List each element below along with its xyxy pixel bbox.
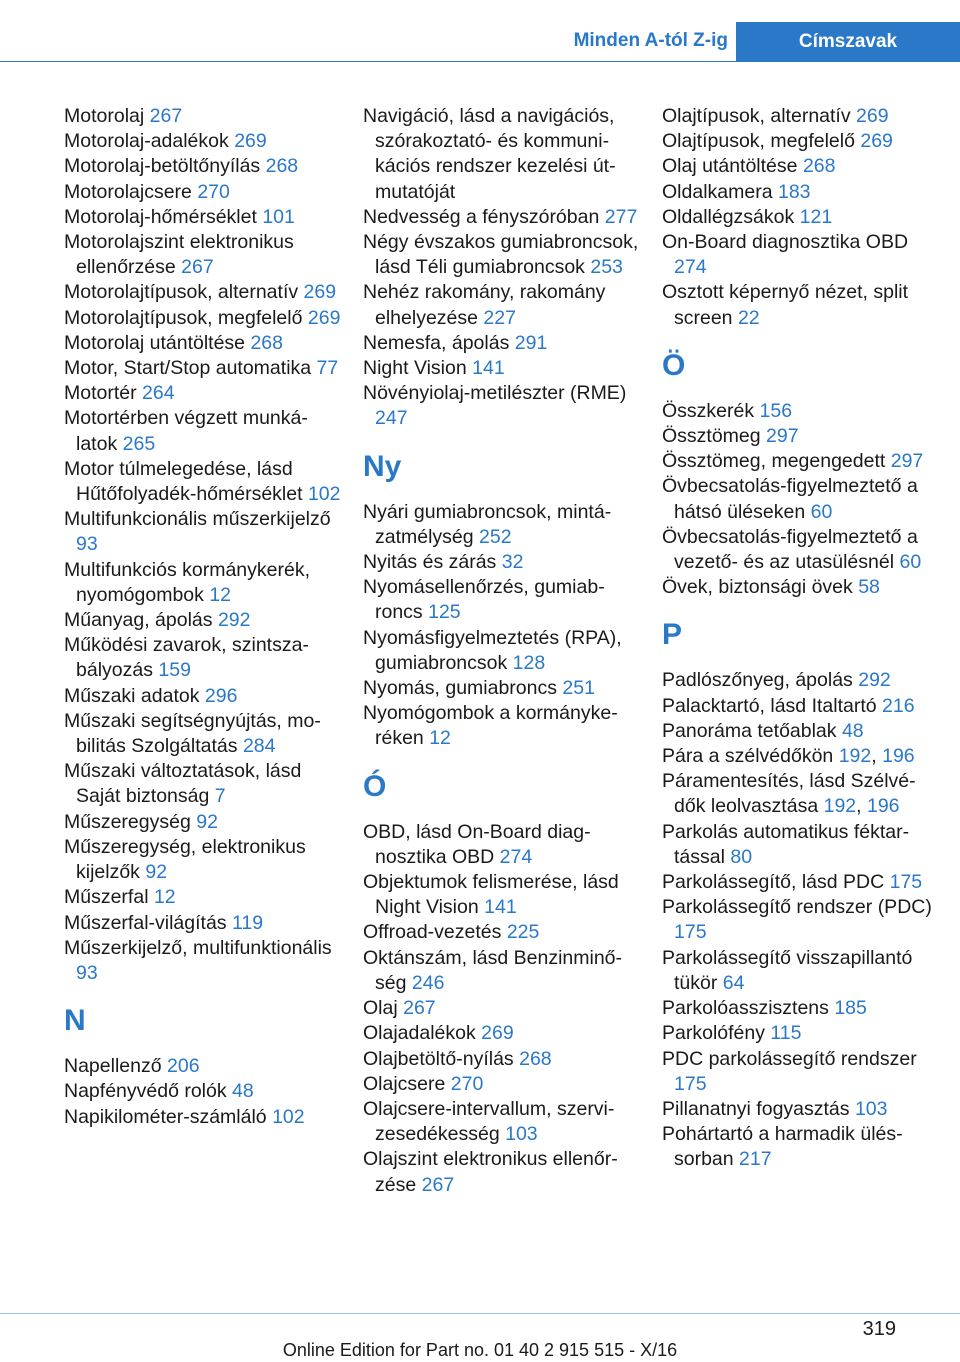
- index-entry: [64, 608, 342, 633]
- page-reference-link[interactable]: 93: [76, 533, 98, 556]
- index-entry: [64, 129, 342, 154]
- index-entry: [64, 104, 342, 129]
- index-entry: [662, 280, 940, 330]
- entry-term: Övbecsatolás-figyelmeztető a vezető- és az utasülésnél: [662, 525, 918, 574]
- index-entry: [64, 356, 342, 381]
- page-number: 319: [862, 1318, 896, 1340]
- page-reference-link[interactable]: 269: [303, 281, 337, 304]
- index-entry: [64, 709, 342, 759]
- index-entry: [662, 575, 940, 600]
- entry-term: Napellenző: [64, 1055, 162, 1078]
- index-entry: [662, 694, 940, 719]
- entry-term: Műszerkijelző, multifunktionális: [64, 936, 332, 959]
- index-entry: [64, 558, 342, 608]
- entry-term: Össztömeg: [662, 425, 761, 448]
- entry-term: Nyomásfigyelmeztetés (RPA), gumiabroncsok: [363, 626, 622, 674]
- page-reference-link[interactable]: 64: [722, 971, 745, 994]
- page-reference-link[interactable]: 297: [890, 450, 924, 473]
- entry-term: Nyomás, gumiabroncs: [363, 677, 557, 700]
- entry-term: Night Vision: [363, 357, 467, 380]
- index-entry: [662, 946, 940, 996]
- page-reference-link[interactable]: 270: [197, 180, 230, 203]
- entry-term: Motorolajtípusok, alternatív: [64, 281, 299, 304]
- page-reference-link[interactable]: 125: [428, 601, 461, 624]
- page-reference-link[interactable]: 270: [450, 1072, 484, 1095]
- index-entry: [64, 1105, 342, 1130]
- page-reference-link[interactable]: 185: [834, 997, 867, 1020]
- index-entry: [363, 104, 641, 205]
- entry-term: Nemesfa, ápolás: [363, 331, 510, 354]
- entry-term: Parkolássegítő visszapillantó tükör: [662, 946, 913, 994]
- index-entry: [363, 1047, 641, 1072]
- page-reference-link[interactable]: 103: [505, 1123, 538, 1146]
- page-reference-link[interactable]: 269: [307, 306, 341, 329]
- entry-term: Pillanatnyi fogyasztás: [662, 1097, 850, 1120]
- entry-term: Parkolófény: [662, 1022, 765, 1045]
- entry-term: Objektumok felismerése, lásd Night Vision: [363, 871, 619, 919]
- header-section-title: Minden A-tól Z-ig: [573, 30, 728, 51]
- page-reference-link[interactable]: 292: [858, 669, 891, 692]
- entry-term: Műszaki segítségnyújtás, mobilitás Szolgáltatás: [64, 709, 321, 758]
- index-entry: [363, 820, 641, 870]
- entry-term: Parkolássegítő, lásd PDC: [662, 871, 885, 894]
- index-entry: [64, 230, 342, 280]
- page-reference-link[interactable]: 12: [429, 727, 451, 750]
- page-reference-link[interactable]: 206: [167, 1055, 200, 1078]
- page-header: [0, 0, 960, 62]
- index-entry: [662, 1021, 940, 1046]
- index-entry: [363, 1021, 641, 1046]
- page-reference-link[interactable]: 115: [770, 1022, 802, 1045]
- section-letter: Ö: [662, 348, 686, 382]
- entry-term: Műszaki változtatások, lásd Saját biztonság: [64, 760, 302, 808]
- index-entry: [363, 946, 641, 996]
- index-entry: [662, 895, 940, 945]
- entry-term: Offroad-vezetés: [363, 921, 502, 944]
- index-entry: [64, 406, 342, 456]
- page-reference-link[interactable]: 268: [519, 1047, 552, 1070]
- index-entry: [64, 205, 342, 230]
- page-reference-link[interactable]: 217: [739, 1148, 772, 1171]
- index-column-3: [662, 104, 940, 1173]
- page-reference-link[interactable]: 58: [858, 576, 880, 599]
- entry-term: Navigáció, lásd a navigációs, szórakoztató- és kommunikációs rendszer kezelési útmutatóját: [363, 105, 616, 203]
- index-column-2: [363, 104, 641, 1198]
- entry-term: Oktánszám, lásd Benzinminőség: [363, 946, 623, 994]
- section-letter: Ó: [363, 769, 387, 803]
- page-reference-link[interactable]: 277: [604, 205, 638, 228]
- page-reference-link[interactable]: 156: [759, 399, 793, 422]
- page-reference-link[interactable]: 12: [153, 886, 176, 909]
- page-reference-link[interactable]: 225: [506, 921, 540, 944]
- index-entry: [64, 936, 342, 986]
- index-entry: Páramentesítés, lásd Szélvédők leolvasztása 192, 196: [662, 770, 916, 818]
- entry-term: Napfényvédő rolók: [64, 1080, 227, 1103]
- index-entry: [363, 230, 641, 280]
- index-entry: [662, 870, 940, 895]
- page-reference-link[interactable]: 196: [866, 795, 900, 818]
- index-entry: [363, 331, 641, 356]
- page-reference-link[interactable]: 22: [737, 306, 760, 329]
- page-reference-link[interactable]: 269: [856, 105, 889, 127]
- page-reference-link[interactable]: 7: [214, 785, 226, 808]
- entry-term: Motorolajcsere: [64, 180, 192, 203]
- entry-term: Olajcsere: [363, 1072, 446, 1095]
- entry-term: Osztott képernyő nézet, split screen: [662, 281, 909, 329]
- entry-term: Nehéz rakomány, rakomány elhelyezése: [363, 281, 606, 329]
- entry-term: Panoráma tetőablak: [662, 719, 837, 742]
- page-reference-link[interactable]: 296: [204, 684, 238, 707]
- page-reference-link[interactable]: 265: [122, 432, 156, 455]
- page-reference-link[interactable]: 227: [483, 306, 516, 329]
- page-reference-link[interactable]: 92: [196, 810, 218, 833]
- index-entry: Pára a szélvédőkön 192, 196: [662, 745, 915, 768]
- page-reference-link[interactable]: 269: [481, 1022, 514, 1045]
- page-reference-link[interactable]: 192: [838, 745, 872, 768]
- page-reference-link[interactable]: 121: [799, 205, 833, 228]
- entry-term: Olajtípusok, megfelelő: [662, 130, 855, 153]
- page-reference-link[interactable]: 196: [882, 745, 915, 768]
- page-reference-link[interactable]: 284: [242, 735, 276, 758]
- entry-term: Pohártartó a harmadik üléssorban: [662, 1123, 903, 1171]
- page-reference-link[interactable]: 268: [250, 331, 283, 354]
- index-entry: [363, 870, 641, 920]
- header-tab-label: Címszavak: [736, 22, 960, 62]
- page-reference-link[interactable]: 267: [403, 997, 436, 1020]
- page-reference-link[interactable]: 246: [411, 971, 445, 994]
- page-reference-link[interactable]: 268: [802, 155, 836, 178]
- entry-term: Műszeregység: [64, 810, 191, 833]
- index-entry: [662, 180, 940, 205]
- page-reference-link[interactable]: 268: [265, 155, 299, 178]
- page-reference-link[interactable]: 269: [234, 130, 267, 153]
- page-reference-link[interactable]: 101: [262, 205, 295, 228]
- entry-term: Parkolóasszisztens: [662, 997, 829, 1020]
- index-entry: [662, 1097, 940, 1122]
- entry-term: Műszeregység, elektronikus kijelzők: [64, 835, 306, 884]
- index-entry: [662, 820, 940, 870]
- entry-term: Olaj utántöltése: [662, 155, 798, 178]
- entry-term: Motortérben végzett munkálatok: [64, 407, 308, 455]
- entry-term: Parkolássegítő rendszer (PDC): [662, 896, 932, 919]
- entry-term: Műszaki adatok: [64, 684, 200, 707]
- entry-term: Palacktartó, lásd Italtartó: [662, 694, 877, 717]
- page-reference-link[interactable]: 252: [479, 525, 512, 548]
- entry-term: Nyomásellenőrzés, gumiabroncs: [363, 576, 605, 624]
- index-entry: [363, 356, 641, 381]
- index-entry: [662, 399, 940, 424]
- page-reference-link[interactable]: 175: [674, 1072, 707, 1095]
- entry-term: Olajadalékok: [363, 1022, 476, 1045]
- page-reference-link[interactable]: 77: [316, 357, 339, 380]
- page-reference-link[interactable]: 253: [590, 256, 623, 279]
- entry-term: Oldallégzsákok: [662, 205, 795, 228]
- entry-term: Motor, Start/Stop automatika: [64, 357, 312, 380]
- index-entry: [64, 1054, 342, 1079]
- entry-term: Műszerfal: [64, 886, 149, 909]
- index-entry: [64, 759, 342, 809]
- index-entry: [662, 525, 940, 575]
- index-entry: [64, 280, 342, 305]
- index-entry: [662, 449, 940, 474]
- page-reference-link[interactable]: 251: [562, 677, 595, 700]
- entry-term: Összkerék: [662, 399, 755, 422]
- index-entry: [363, 381, 641, 431]
- page-reference-link[interactable]: 92: [145, 861, 168, 884]
- index-entry: [363, 500, 641, 550]
- entry-term: Motor túlmelegedése, lásd Hűtőfolyadék-hőmérséklet: [64, 457, 303, 506]
- index-entry: [363, 676, 641, 701]
- index-entry: [662, 996, 940, 1021]
- entry-term: Olajtípusok, alternatív: [662, 105, 851, 127]
- page-reference-link[interactable]: 119: [231, 911, 264, 934]
- index-entry: [662, 1047, 940, 1097]
- page-reference-link[interactable]: 141: [472, 357, 505, 380]
- entry-term: Négy évszakos gumiabroncsok, lásd Téli gumiabroncsok: [363, 231, 639, 279]
- entry-term: Parkolás automatikus féktartással: [662, 820, 910, 868]
- entry-term: Multifunkciós kormánykerék, nyomógombok: [64, 558, 310, 606]
- page-reference-link[interactable]: 292: [217, 609, 251, 632]
- index-column-1: [64, 104, 342, 1130]
- index-entry: [662, 1122, 940, 1172]
- footer-rule: [0, 1313, 960, 1314]
- entry-term: Olajcsere-intervallum, szervizesedékesség: [363, 1097, 615, 1146]
- page-reference-link[interactable]: 269: [860, 130, 893, 153]
- page-reference-link[interactable]: 102: [307, 483, 341, 506]
- header-rule: [0, 61, 960, 62]
- entry-term: Műszerfal-világítás: [64, 911, 227, 934]
- index-entry: [64, 633, 342, 683]
- index-entry: [363, 626, 641, 676]
- page-reference-link[interactable]: 192: [823, 795, 857, 818]
- index-entry: [64, 507, 342, 557]
- index-entry: [363, 701, 641, 751]
- page-reference-link[interactable]: 60: [899, 551, 922, 574]
- entry-term: Páramentesítés, lásd Szélvédők leolvasztása: [662, 770, 916, 818]
- index-entry: [662, 668, 940, 693]
- entry-term: Működési zavarok, szintszabályozás: [64, 634, 309, 682]
- index-entry: [363, 996, 641, 1021]
- page-reference-link[interactable]: 183: [777, 180, 811, 203]
- entry-term: Motorolajszint elektronikus ellenőrzése: [64, 231, 294, 279]
- entry-term: Pára a szélvédőkön: [662, 745, 834, 768]
- index-entry: [64, 306, 342, 331]
- page-reference-link[interactable]: 93: [76, 961, 98, 984]
- entry-term: Motorolaj: [64, 105, 145, 127]
- entry-term: Motorolajtípusok, megfelelő: [64, 306, 303, 329]
- index-entry: [662, 230, 940, 280]
- page-reference-link[interactable]: 128: [512, 651, 546, 674]
- page-reference-link[interactable]: 141: [484, 896, 517, 919]
- page-reference-link[interactable]: 216: [882, 694, 915, 717]
- page-reference-link[interactable]: 247: [375, 407, 408, 430]
- entry-term: On-Board diagnosztika OBD: [662, 231, 909, 254]
- entry-term: Össztömeg, megengedett: [662, 450, 886, 473]
- page-reference-link[interactable]: 274: [499, 845, 533, 868]
- entry-term: Motorolaj utántöltése: [64, 331, 246, 354]
- index-entry: [64, 180, 342, 205]
- entry-term: Padlószőnyeg, ápolás: [662, 669, 853, 692]
- entry-term: OBD, lásd On-Board diagnosztika OBD: [363, 820, 591, 868]
- entry-term: Olajszint elektronikus ellenőrzése: [363, 1148, 618, 1196]
- entry-term: Nyári gumiabroncsok, mintázatmélység: [363, 500, 612, 548]
- page-reference-link[interactable]: 267: [149, 105, 183, 127]
- index-entry: [662, 474, 940, 524]
- index-entry: [363, 575, 641, 625]
- entry-term: PDC parkolássegítő rendszer: [662, 1047, 917, 1070]
- edition-footer: Online Edition for Part no. 01 40 2 915 515 - X/16: [282, 1340, 678, 1360]
- index-entry: [363, 1147, 641, 1197]
- index-entry: [64, 331, 342, 356]
- index-entry: [363, 550, 641, 575]
- page-reference-link[interactable]: 102: [272, 1105, 305, 1128]
- index-entry: [662, 104, 940, 129]
- index-entry: [64, 457, 342, 507]
- page-reference-link[interactable]: 48: [841, 719, 864, 742]
- index-entry: [363, 920, 641, 945]
- entry-term: Motorolaj-hőmérséklet: [64, 205, 257, 228]
- section-letter: Ny: [363, 449, 402, 483]
- entry-term: Nyitás és zárás: [363, 551, 497, 574]
- index-entry: [363, 205, 641, 230]
- index-entry: [662, 129, 940, 154]
- page-reference-link[interactable]: 175: [674, 921, 707, 944]
- page-reference-link[interactable]: 80: [730, 845, 753, 868]
- entry-term: Multifunkcionális műszerkijelző: [64, 508, 331, 531]
- page-reference-link[interactable]: 103: [854, 1097, 888, 1120]
- entry-term: Övbecsatolás-figyelmeztető a hátsó üléseken: [662, 475, 918, 523]
- page-reference-link[interactable]: 291: [514, 331, 548, 354]
- page-reference-link[interactable]: 12: [209, 583, 232, 606]
- index-entry: [662, 719, 940, 744]
- entry-term: Övek, biztonsági övek: [662, 576, 853, 599]
- entry-term: Olaj: [363, 997, 398, 1020]
- index-entry: [64, 1079, 342, 1104]
- section-letter: P: [662, 618, 683, 652]
- entry-term: Oldalkamera: [662, 180, 773, 203]
- index-entry: [64, 911, 342, 936]
- index-entry: [64, 835, 342, 885]
- index-entry: [363, 280, 641, 330]
- page-reference-link[interactable]: 267: [421, 1173, 455, 1196]
- page-reference-link[interactable]: 175: [889, 871, 923, 894]
- index-entry: [64, 684, 342, 709]
- page-reference-link[interactable]: 60: [810, 500, 833, 523]
- entry-term: Növényiolaj-metilészter (RME): [363, 382, 627, 405]
- page-reference-link[interactable]: 274: [674, 256, 707, 279]
- page-reference-link[interactable]: 159: [158, 659, 191, 682]
- entry-term: Napikilométer-számláló: [64, 1105, 267, 1128]
- page-reference-link[interactable]: 264: [142, 382, 175, 405]
- index-entry: [64, 810, 342, 835]
- index-entry: [64, 154, 342, 179]
- index-entry: [64, 381, 342, 406]
- entry-term: Nedvesség a fényszóróban: [363, 205, 600, 228]
- index-entry: [64, 885, 342, 910]
- entry-term: Műanyag, ápolás: [64, 609, 213, 632]
- entry-term: Nyomógombok a kormánykeréken: [363, 702, 618, 750]
- entry-term: Motortér: [64, 382, 137, 405]
- index-entry: [662, 205, 940, 230]
- page-reference-link[interactable]: 297: [766, 425, 799, 448]
- index-entry: [662, 424, 940, 449]
- page-reference-link[interactable]: 32: [501, 551, 524, 574]
- page-reference-link[interactable]: 48: [232, 1080, 254, 1103]
- page-reference-link[interactable]: 267: [181, 256, 214, 279]
- index-entry: [363, 1072, 641, 1097]
- section-letter: N: [64, 1004, 86, 1038]
- entry-term: Motorolaj-betöltőnyílás: [64, 155, 261, 178]
- entry-term: Olajbetöltő-nyílás: [363, 1047, 514, 1070]
- index-entry: [363, 1097, 641, 1147]
- index-entry: [662, 154, 940, 179]
- entry-term: Motorolaj-adalékok: [64, 130, 229, 153]
